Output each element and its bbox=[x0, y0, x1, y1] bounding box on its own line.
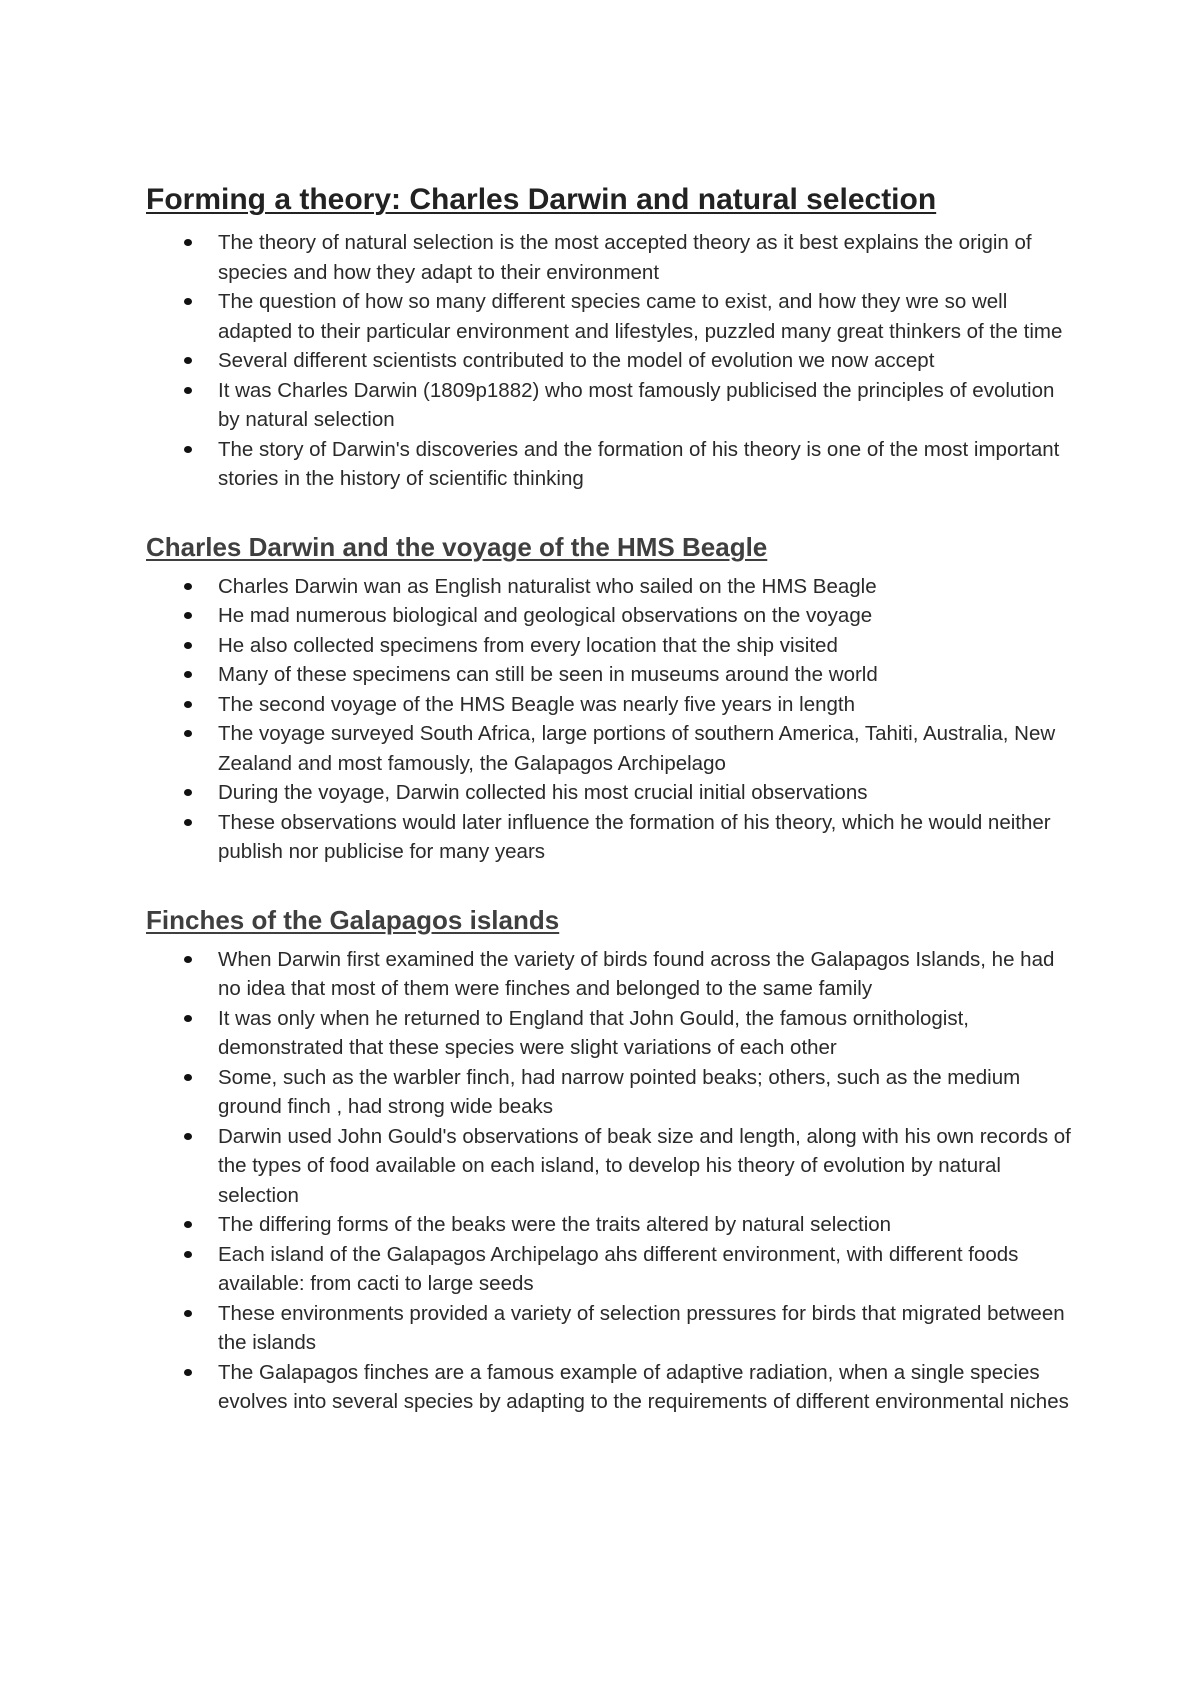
bullet-icon bbox=[184, 1221, 192, 1228]
list-item-text: Darwin used John Gould's observations of beak size and length, along with his own records of the types of food available on each island, to develop his theory of evolution by natural selection bbox=[218, 1124, 1071, 1207]
list-item bbox=[146, 287, 1076, 346]
list-item-text: The theory of natural selection is the most accepted theory as it best explains the origin of species and how they adapt to their environment bbox=[218, 231, 1032, 284]
list-item bbox=[146, 778, 1076, 808]
list-item-text: He also collected specimens from every location that the ship visited bbox=[218, 633, 838, 657]
list-item-text: The story of Darwin's discoveries and the formation of his theory is one of the most important stories in the history of scientific thinking bbox=[218, 437, 1060, 490]
bullet-icon bbox=[184, 239, 192, 246]
bullet-icon bbox=[184, 671, 192, 678]
page-title: Forming a theory: Charles Darwin and natural selection bbox=[146, 183, 937, 216]
bullet-icon bbox=[184, 1015, 192, 1022]
section-hms-beagle bbox=[146, 528, 1076, 867]
list-item-text: Each island of the Galapagos Archipelago ahs different environment, with different foods available: from cacti to large seeds bbox=[218, 1242, 1019, 1295]
list-item-text: It was only when he returned to England that John Gould, the famous ornithologist, demonstrated that these species were slight variations of each other bbox=[218, 1006, 969, 1059]
bullet-icon bbox=[184, 357, 192, 364]
bullet-icon bbox=[184, 1251, 192, 1258]
list-item bbox=[146, 1063, 1076, 1122]
list-item-text: Some, such as the warbler finch, had narrow pointed beaks; others, such as the medium ground finch , had strong wide beaks bbox=[218, 1065, 1021, 1118]
bullet-icon bbox=[184, 298, 192, 305]
bullet-icon bbox=[184, 701, 192, 708]
list-item bbox=[146, 228, 1076, 287]
list-item bbox=[146, 808, 1076, 867]
bullet-icon bbox=[184, 1074, 192, 1081]
list-item-text: Several different scientists contributed to the model of evolution we now accept bbox=[218, 349, 935, 372]
list-item-text: The second voyage of the HMS Beagle was nearly five years in length bbox=[218, 692, 855, 716]
section-forming-a-theory bbox=[146, 178, 1076, 494]
list-item bbox=[146, 1122, 1076, 1211]
bullet-icon bbox=[184, 956, 192, 963]
list-item-text: The differing forms of the beaks were the traits altered by natural selection bbox=[218, 1213, 892, 1236]
list-item-text: The Galapagos finches are a famous example of adaptive radiation, when a single species evolves into several species by adapting to the requirements of different environmental niches bbox=[218, 1360, 1069, 1413]
list-item bbox=[146, 346, 1076, 376]
bullet-icon bbox=[184, 446, 192, 453]
section-galapagos-finches bbox=[146, 901, 1076, 1417]
bullet-list bbox=[146, 945, 1076, 1417]
list-item bbox=[146, 660, 1076, 690]
document-content bbox=[146, 178, 1076, 1417]
list-item-text: It was Charles Darwin (1809p1882) who most famously publicised the principles of evolution by natural selection bbox=[218, 378, 1055, 431]
bullet-icon bbox=[184, 612, 192, 619]
bullet-icon bbox=[184, 642, 192, 649]
bullet-icon bbox=[184, 1310, 192, 1317]
section-heading: Charles Darwin and the voyage of the HMS Beagle bbox=[146, 531, 768, 562]
bullet-icon bbox=[184, 387, 192, 394]
list-item bbox=[146, 601, 1076, 631]
list-item bbox=[146, 719, 1076, 778]
list-item-text: Charles Darwin wan as English naturalist who sailed on the HMS Beagle bbox=[218, 574, 877, 598]
list-item-text: Many of these specimens can still be seen in museums around the world bbox=[218, 663, 878, 686]
list-item-text: The voyage surveyed South Africa, large portions of southern America, Tahiti, Australia, New Zealand and most famously, the Galapagos Archipelago bbox=[218, 722, 1056, 775]
bullet-icon bbox=[184, 1369, 192, 1376]
list-item-text: During the voyage, Darwin collected his most crucial initial observations bbox=[218, 781, 868, 804]
list-item bbox=[146, 1299, 1076, 1358]
bullet-icon bbox=[184, 819, 192, 826]
bullet-list bbox=[146, 228, 1076, 494]
list-item-text: These observations would later influence the formation of his theory, which he would neither publish nor publicise for many years bbox=[218, 810, 1051, 863]
bullet-icon bbox=[184, 789, 192, 796]
list-item bbox=[146, 690, 1076, 720]
list-item bbox=[146, 376, 1076, 435]
bullet-icon bbox=[184, 1133, 192, 1140]
list-item bbox=[146, 631, 1076, 661]
list-item bbox=[146, 572, 1076, 602]
section-heading: Finches of the Galapagos islands bbox=[146, 904, 560, 935]
list-item bbox=[146, 1358, 1076, 1417]
list-item bbox=[146, 1210, 1076, 1240]
list-item bbox=[146, 1240, 1076, 1299]
bullet-icon bbox=[184, 730, 192, 737]
list-item-text: The question of how so many different species came to exist, and how they wre so well adapted to their particular environment and lifestyles, puzzled many great thinkers of the time bbox=[218, 290, 1063, 343]
list-item-text: He mad numerous biological and geological observations on the voyage bbox=[218, 604, 873, 627]
list-item bbox=[146, 1004, 1076, 1063]
list-item bbox=[146, 435, 1076, 494]
list-item-text: When Darwin first examined the variety of birds found across the Galapagos Islands, he had no idea that most of them were finches and belonged to the same family bbox=[218, 947, 1055, 1000]
list-item bbox=[146, 945, 1076, 1004]
list-item-text: These environments provided a variety of selection pressures for birds that migrated between the islands bbox=[218, 1301, 1065, 1354]
bullet-icon bbox=[184, 583, 192, 590]
bullet-list bbox=[146, 572, 1076, 867]
